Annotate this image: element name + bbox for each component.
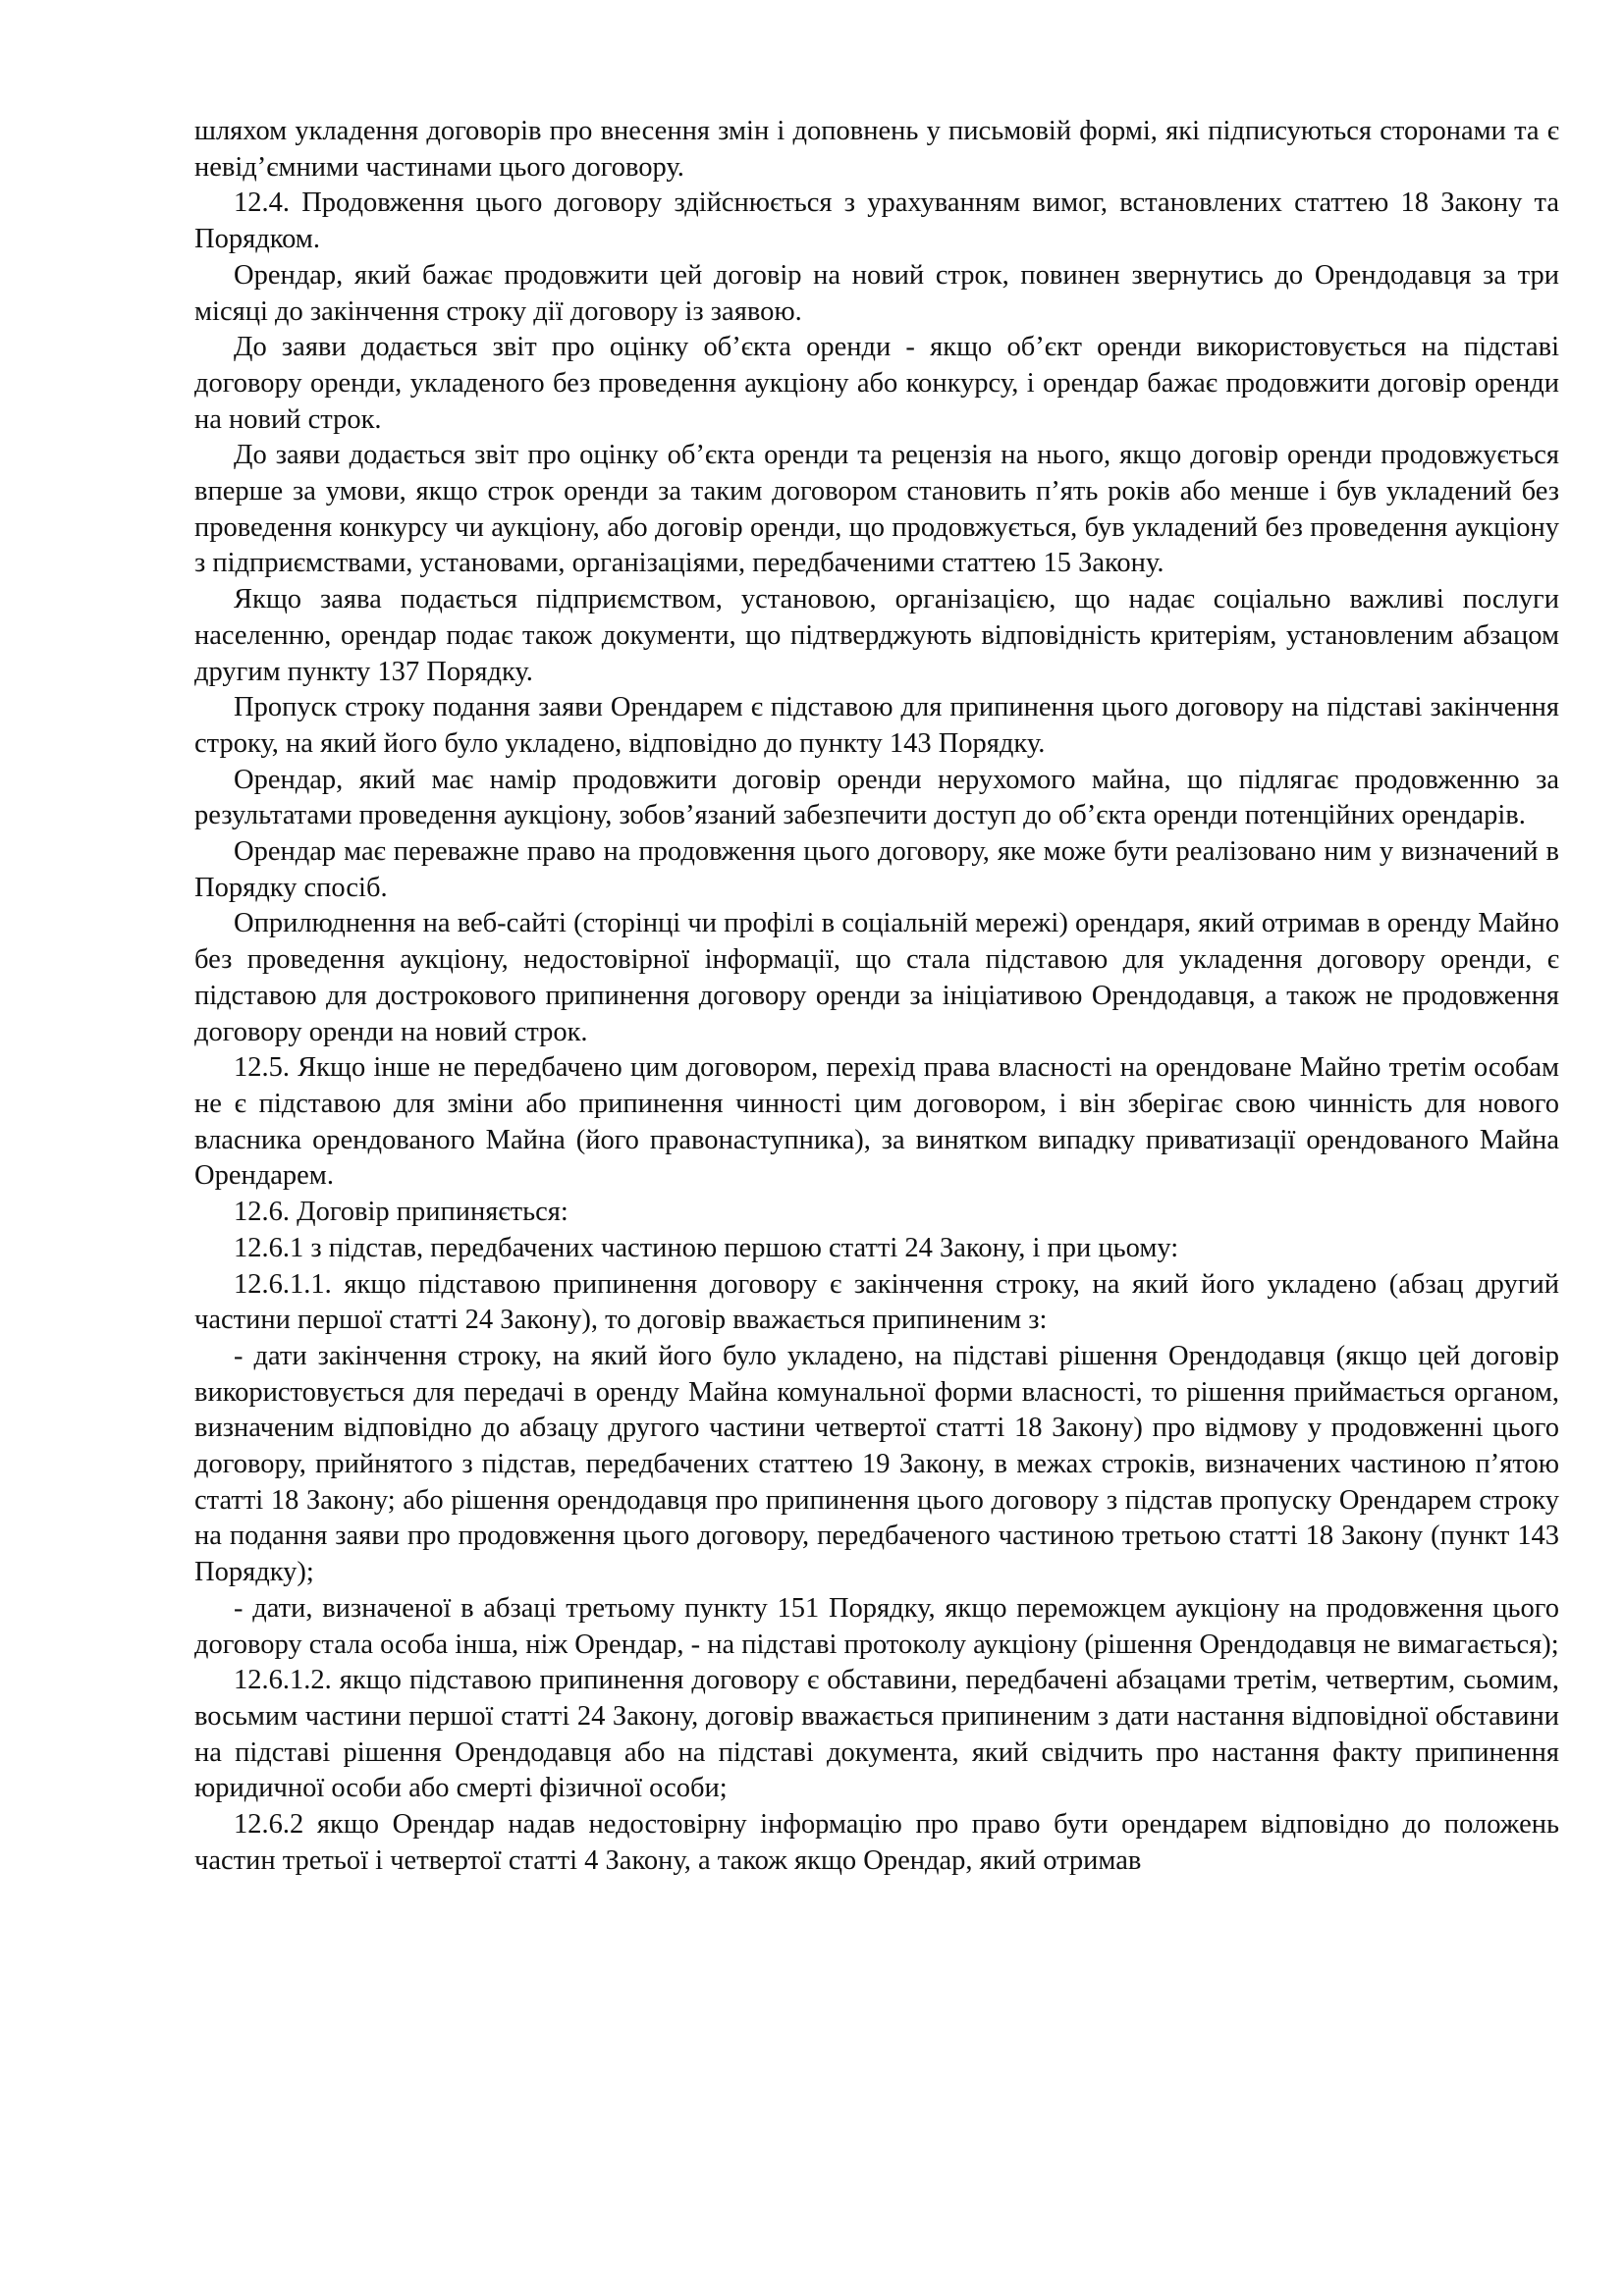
paragraph-12-4: 12.4. Продовження цього договору здійснюється з урахуванням вимог, встановлених статтею 18 Закону та Порядком. [194,187,1559,255]
paragraph-12-6-2: 12.6.2 якщо Орендар надав недостовірну інформацію про право бути орендарем відповідно до положень частин третьої і четвертої статті 4 Закону, а також якщо Орендар, який отримав [194,1809,1559,1876]
paragraph-false-information: Оприлюднення на веб-сайті (сторінці чи профілі в соціальній мережі) орендаря, який отримав в оренду Майно без проведення аукціону, недостовірної інформації, що стала підставою для укладення договору оренди, є підставою для дострокового припинення договору оренди за ініціативою Орендодавця, а також не продовження договору оренди на новий строк. [194,908,1559,1047]
paragraph-valuation-review: До заяви додається звіт про оцінку об’єкта оренди та рецензія на нього, якщо договір оренди продовжується вперше за умови, якщо строк оренди за таким договором становить п’ять років або менше і був укладений без проведення конкурсу чи аукціону, або договір оренди, що продовжується, був укладений без проведення аукціону з підприємствами, установами, організаціями, передбаченими статтею 15 Закону. [194,440,1559,579]
paragraph-renewal-request: Орендар, який бажає продовжити цей договір на новий строк, повинен звернутись до Орендодавця за три місяці до закінчення строку дії договору із заявою. [194,259,1559,327]
paragraph-12-6-1-2: 12.6.1.2. якщо підставою припинення договору є обставини, передбачені абзацами третім, четвертим, сьомим, восьмим частини першої статті 24 Закону, договір вважається припиненим з дати настання відповідної обставини на підставі рішення Орендодавця або на підставі документа, який свідчить про настання факту припинення юридичної особи або смерті фізичної особи; [194,1665,1559,1804]
paragraph-12-5: 12.5. Якщо інше не передбачено цим договором, перехід права власності на орендоване Майно третім особам не є підставою для зміни або припинення чинності цим договором, і він зберігає свою чинність для нового власника орендованого Майна (його правонаступника), за винятком випадку приватизації орендованого Майна Орендарем. [194,1052,1559,1192]
paragraph-12-6-1: 12.6.1 з підстав, передбачених частиною першою статті 24 Закону, і при цьому: [234,1232,1179,1263]
paragraph-auction-access: Орендар, який має намір продовжити договір оренди нерухомого майна, що підлягає продовженню за результатами проведення аукціону, зобов’язаний забезпечити доступ до об’єкта оренди потенційних орендарів. [194,764,1559,831]
paragraph-continuation: шляхом укладення договорів про внесення змін і доповнень у письмовій формі, які підписуються сторонами та є невід’ємними частинами цього договору. [194,116,1559,183]
paragraph-social-services: Якщо заява подається підприємством, установою, організацією, що надає соціально важливі послуги населенню, орендар подає також документи, що підтверджують відповідність критеріям, установленим абзацом другим пункту 137 Порядку. [194,584,1559,687]
paragraph-12-6: 12.6. Договір припиняється: [234,1197,568,1228]
paragraph-12-6-1-1: 12.6.1.1. якщо підставою припинення договору є закінчення строку, на який його укладено (абзац другий частини першої статті 24 Закону), то договір вважається припиненим з: [194,1268,1559,1336]
paragraph-missed-deadline: Пропуск строку подання заяви Орендарем є підставою для припинення цього договору на підставі закінчення строку, на який його було укладено, відповідно до пункту 143 Порядку. [194,692,1559,759]
paragraph-preemptive-right: Орендар має переважне право на продовження цього договору, яке може бути реалізовано ним у визначений в Порядку спосіб. [194,836,1559,903]
paragraph-term-expiry: - дати закінчення строку, на який його було укладено, на підставі рішення Орендодавця (якщо цей договір використовується для передачі в оренду Майна комунальної форми власності, то рішення приймається органом, визначеним відповідно до абзацу другого частини четвертої статті 18 Закону) про відмову у продовженні цього договору, прийнятого з підстав, передбачених статтею 19 Закону, в межах строків, визначених частиною п’ятою статті 18 Закону; або рішення орендодавця про припинення цього договору з підстав пропуску Орендарем строку на подання заяви про продовження цього договору, передбаченого частиною третьою статті 18 Закону (пункт 143 Порядку); [194,1340,1559,1588]
paragraph-valuation-report: До заяви додається звіт про оцінку об’єкта оренди - якщо об’єкт оренди використовується на підставі договору оренди, укладеного без проведення аукціону або конкурсу, і орендар бажає продовжити договір оренди на новий строк. [194,332,1559,435]
paragraph-auction-winner: - дати, визначеної в абзаці третьому пункту 151 Порядку, якщо переможцем аукціону на продовження цього договору стала особа інша, ніж Орендар, - на підставі протоколу аукціону (рішення Орендодавця не вимагається); [194,1592,1559,1660]
document-page [194,114,1559,1879]
